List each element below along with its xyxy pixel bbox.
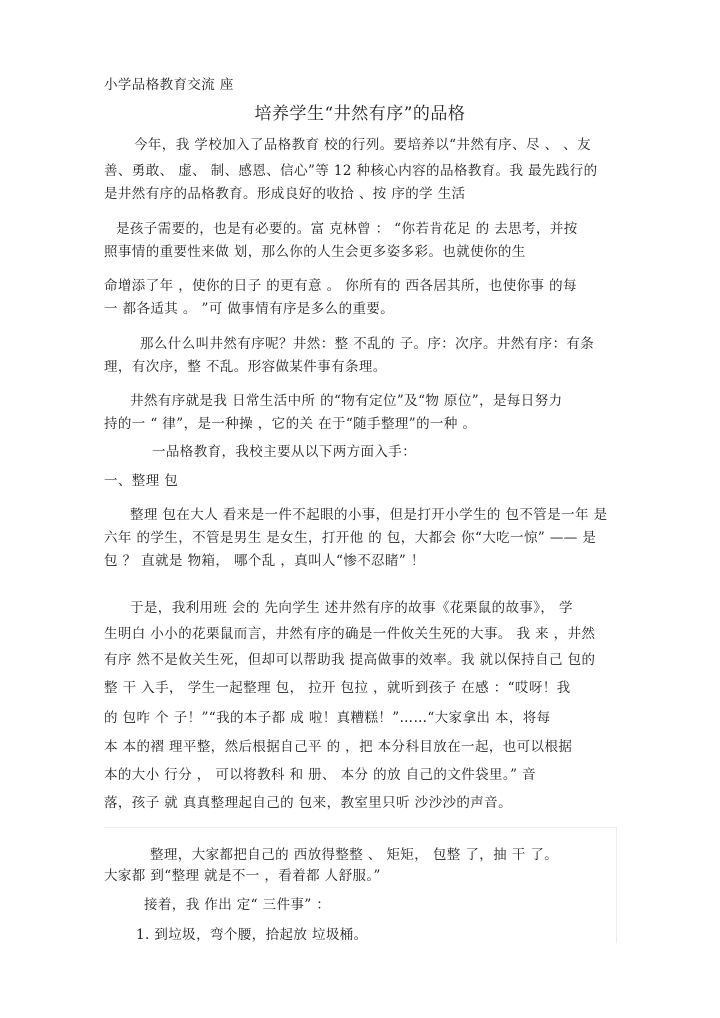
paragraph-line: 的 包咋 个 子！”“我的本子都 成 啦！真糟糕！”……“大家拿出 本，将每 — [104, 710, 551, 726]
paragraph-line: 今年，我 学校加入了品格教育 校的行列。要培养以“井然有序、尽 、 、友 — [134, 137, 591, 153]
paragraph-line: 是孩子需要的，也是有必要的。富 克林曾 ： “你若肯花足 的 去思考，并按 — [116, 221, 578, 237]
paragraph-line: 于是，我利用班 会的 先向学生 述井然有序的故事《花栗鼠的故事》， 学 — [130, 600, 573, 616]
paragraph-line: 一品格教育，我校主要从以下两方面入手： — [152, 444, 417, 460]
paragraph-line: 本的大小 行分 ， 可以将教科 和 册、 本分 的放 自己的文件袋里。” 音 — [104, 767, 536, 783]
paragraph-line: 落，孩子 就 真真整理起自己的 包来，教室里只听 沙沙沙的声音。 — [104, 795, 512, 811]
box-right-border — [616, 827, 617, 943]
paragraph-line: 有序 然不是攸关生死，但却可以帮助我 提高做事的效率。我 就以保持自己 包的 — [104, 652, 596, 668]
paragraph-line: 包 ？ 直就是 物箱， 哪个乱 ，真叫人“惨不忍睹” ！ — [104, 553, 425, 569]
paragraph-line: 大家都 到“整理 就是不一 ，看着都 人舒服。” — [104, 868, 381, 884]
paragraph-line: 理，有次序，整 不乱。形容做某件事有条理。 — [104, 359, 387, 375]
paragraph-line: 接着，我 作出 定“ 三件事” ： — [144, 897, 331, 913]
paragraph-line: 一 都各适其 。 ”可 做事情有序是多么的重要。 — [104, 301, 395, 317]
paragraph-line: 一、整理 包 — [104, 473, 179, 489]
paragraph-line: 照事情的重要性来做 划，那么你的人生会更多姿多彩。也就使你的生 — [104, 244, 526, 260]
paragraph-line: 那么什么叫井然有序呢？井然：整 不乱的 子。序：次序。井然有序：有条 — [140, 336, 595, 352]
box-top-border — [104, 827, 616, 828]
paragraph-line: 是井然有序的品格教育。形成良好的收拾 、按 序的学 生活 — [104, 186, 466, 202]
paragraph-line: 命增添了年 ，使你的日子 的更有意 。 你所有的 西各居其所，也使你事 的每 — [104, 278, 577, 294]
paragraph-line: 善、勇敢、 虚、 制、感恩、信心”等 12 种核心内容的品格教育。我 最先践行的 — [104, 163, 598, 179]
paragraph-line: 井然有序就是我 日常生活中所 的“物有定位”及“物 原位”，是每日努力 — [130, 393, 563, 409]
paragraph-line: 本 本的褶 理平整，然后根据自己平 的 ，把 本分科目放在一起，也可以根据 — [104, 739, 573, 755]
document-header: 小学品格教育交流 座 — [104, 77, 234, 93]
paragraph-line: 六年 的学生，不管是男生 是女生，打开他 的 包，大都会 你“大吃一惊” —— 是 — [104, 530, 597, 546]
paragraph-line: 整理 包在大人 看来是一件不起眼的小事，但是打开小学生的 包不管是一年 是 — [130, 507, 608, 523]
document-title: 培养学生“井然有序”的品格 — [254, 104, 466, 124]
paragraph-line: 整 干 入手， 学生一起整理 包， 拉开 包拉 ，就听到孩子 在感 ：“哎呀！我 — [104, 680, 571, 696]
paragraph-line: 整理，大家都把自己的 西放得整整 、 矩矩， 包整 了，抽 干 了。 — [150, 847, 559, 863]
paragraph-line: 生明白 小小的花栗鼠而言，井然有序的确是一件攸关生死的大事。 我 来 ，井然 — [104, 626, 596, 642]
paragraph-line: 1. 到垃圾，弯个腰，拾起放 垃圾桶。 — [136, 927, 368, 943]
paragraph-line: 持的一 “ 律”，是一种操 ，它的关 在于“随手整理”的一种 。 — [104, 416, 477, 432]
